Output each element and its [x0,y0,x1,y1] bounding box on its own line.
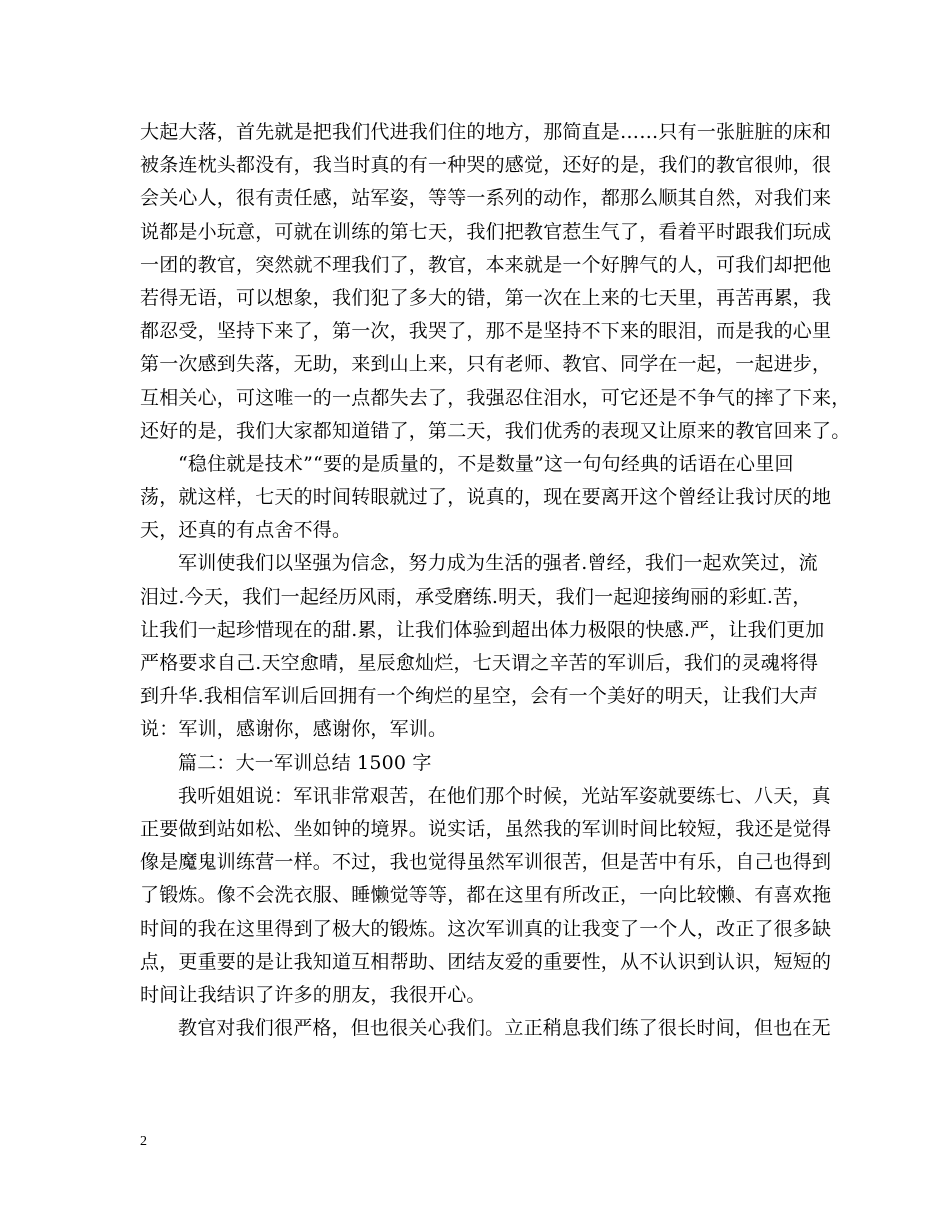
text-line: 被条连枕头都没有，我当时真的有一种哭的感觉，还好的是，我们的教官很帅，很 [140,154,832,177]
text-line: 大起大落，首先就是把我们代进我们住的地方，那简直是……只有一张脏脏的床和 [140,121,832,143]
text-line: 都忍受，坚持下来了，第一次，我哭了，那不是坚持不下来的眼泪，而是我的心里 [140,320,832,343]
text-line: 说：军训，感谢你，感谢你，军训。 [140,718,448,741]
text-line: 第一次感到失落，无助，来到山上来，只有老师、教官、同学在一起，一起进步， [140,353,832,376]
text-line: 正要做到站如松、坐如钟的境界。说实话，虽然我的军训时间比较短，我还是觉得 [140,817,832,840]
document-body [140,116,851,1045]
text-line: 会关心人，很有责任感，站军姿，等等一系列的动作，都那么顺其自然，对我们来 [140,187,832,210]
text-line: 天，还真的有点舍不得。 [140,519,352,542]
text-line: 泪过.今天，我们一起经历风雨，承受磨练.明天，我们一起迎接绚丽的彩虹.苦， [140,585,812,608]
page-number: 2 [140,1134,147,1149]
text-line: 让我们一起珍惜现在的甜.累，让我们体验到超出体力极限的快感.严，让我们更加 [140,618,825,641]
paragraph-start-line: “稳住就是技术”“要的是质量的，不是数量”这一句句经典的话语在心里回 [178,452,794,475]
text-line: 还好的是，我们大家都知道错了，第二天，我们优秀的表现又让原来的教官回来了。 [140,419,851,442]
text-line: 荡，就这样，七天的时间转眼就过了，说真的，现在要离开这个曾经让我讨厌的地 [140,486,832,509]
text-line: 严格要求自己.天空愈晴，星辰愈灿烂，七天谓之辛苦的军训后，我们的灵魂将得 [140,652,819,674]
text-line: 点，更重要的是让我知道互相帮助、团结友爱的重要性，从不认识到认识，短短的 [140,950,832,973]
text-line: 互相关心，可这唯一的一点都失去了，我强忍住泪水，可它还是不争气的摔了下来， [140,386,851,409]
text-line: 一团的教官，突然就不理我们了，教官，本来就是一个好脾气的人，可我们却把他 [140,253,832,276]
text-line: 时间让我结识了许多的朋友，我很开心。 [140,983,486,1006]
paragraph-start-line: 教官对我们很严格，但也很关心我们。立正稍息我们练了很长时间，但也在无 [178,1017,831,1040]
text-line: 像是魔鬼训练营一样。不过，我也觉得虽然军训很苦，但是苦中有乐，自己也得到 [140,851,832,874]
section-heading: 篇二：大一军训总结 1500 字 [178,751,432,774]
paragraph-start-line: 军训使我们以坚强为信念，努力成为生活的强者.曾经，我们一起欢笑过，流 [178,552,818,575]
text-line: 到升华.我相信军训后回拥有一个绚烂的星空，会有一个美好的明天，让我们大声 [140,685,819,708]
text-line: 说都是小玩意，可就在训练的第七天，我们把教官惹生气了，看着平时跟我们玩成 [140,220,832,243]
text-line: 若得无语，可以想象，我们犯了多大的错，第一次在上来的七天里，再苦再累，我 [140,286,832,309]
text-line: 时间的我在这里得到了极大的锻炼。这次军训真的让我变了一个人，改正了很多缺 [140,917,832,940]
text-line: 了锻炼。像不会洗衣服、睡懒觉等等，都在这里有所改正，一向比较懒、有喜欢拖 [140,884,832,907]
paragraph-start-line: 我听姐姐说：军讯非常艰苦，在他们那个时候，光站军姿就要练七、八天，真 [178,784,831,807]
